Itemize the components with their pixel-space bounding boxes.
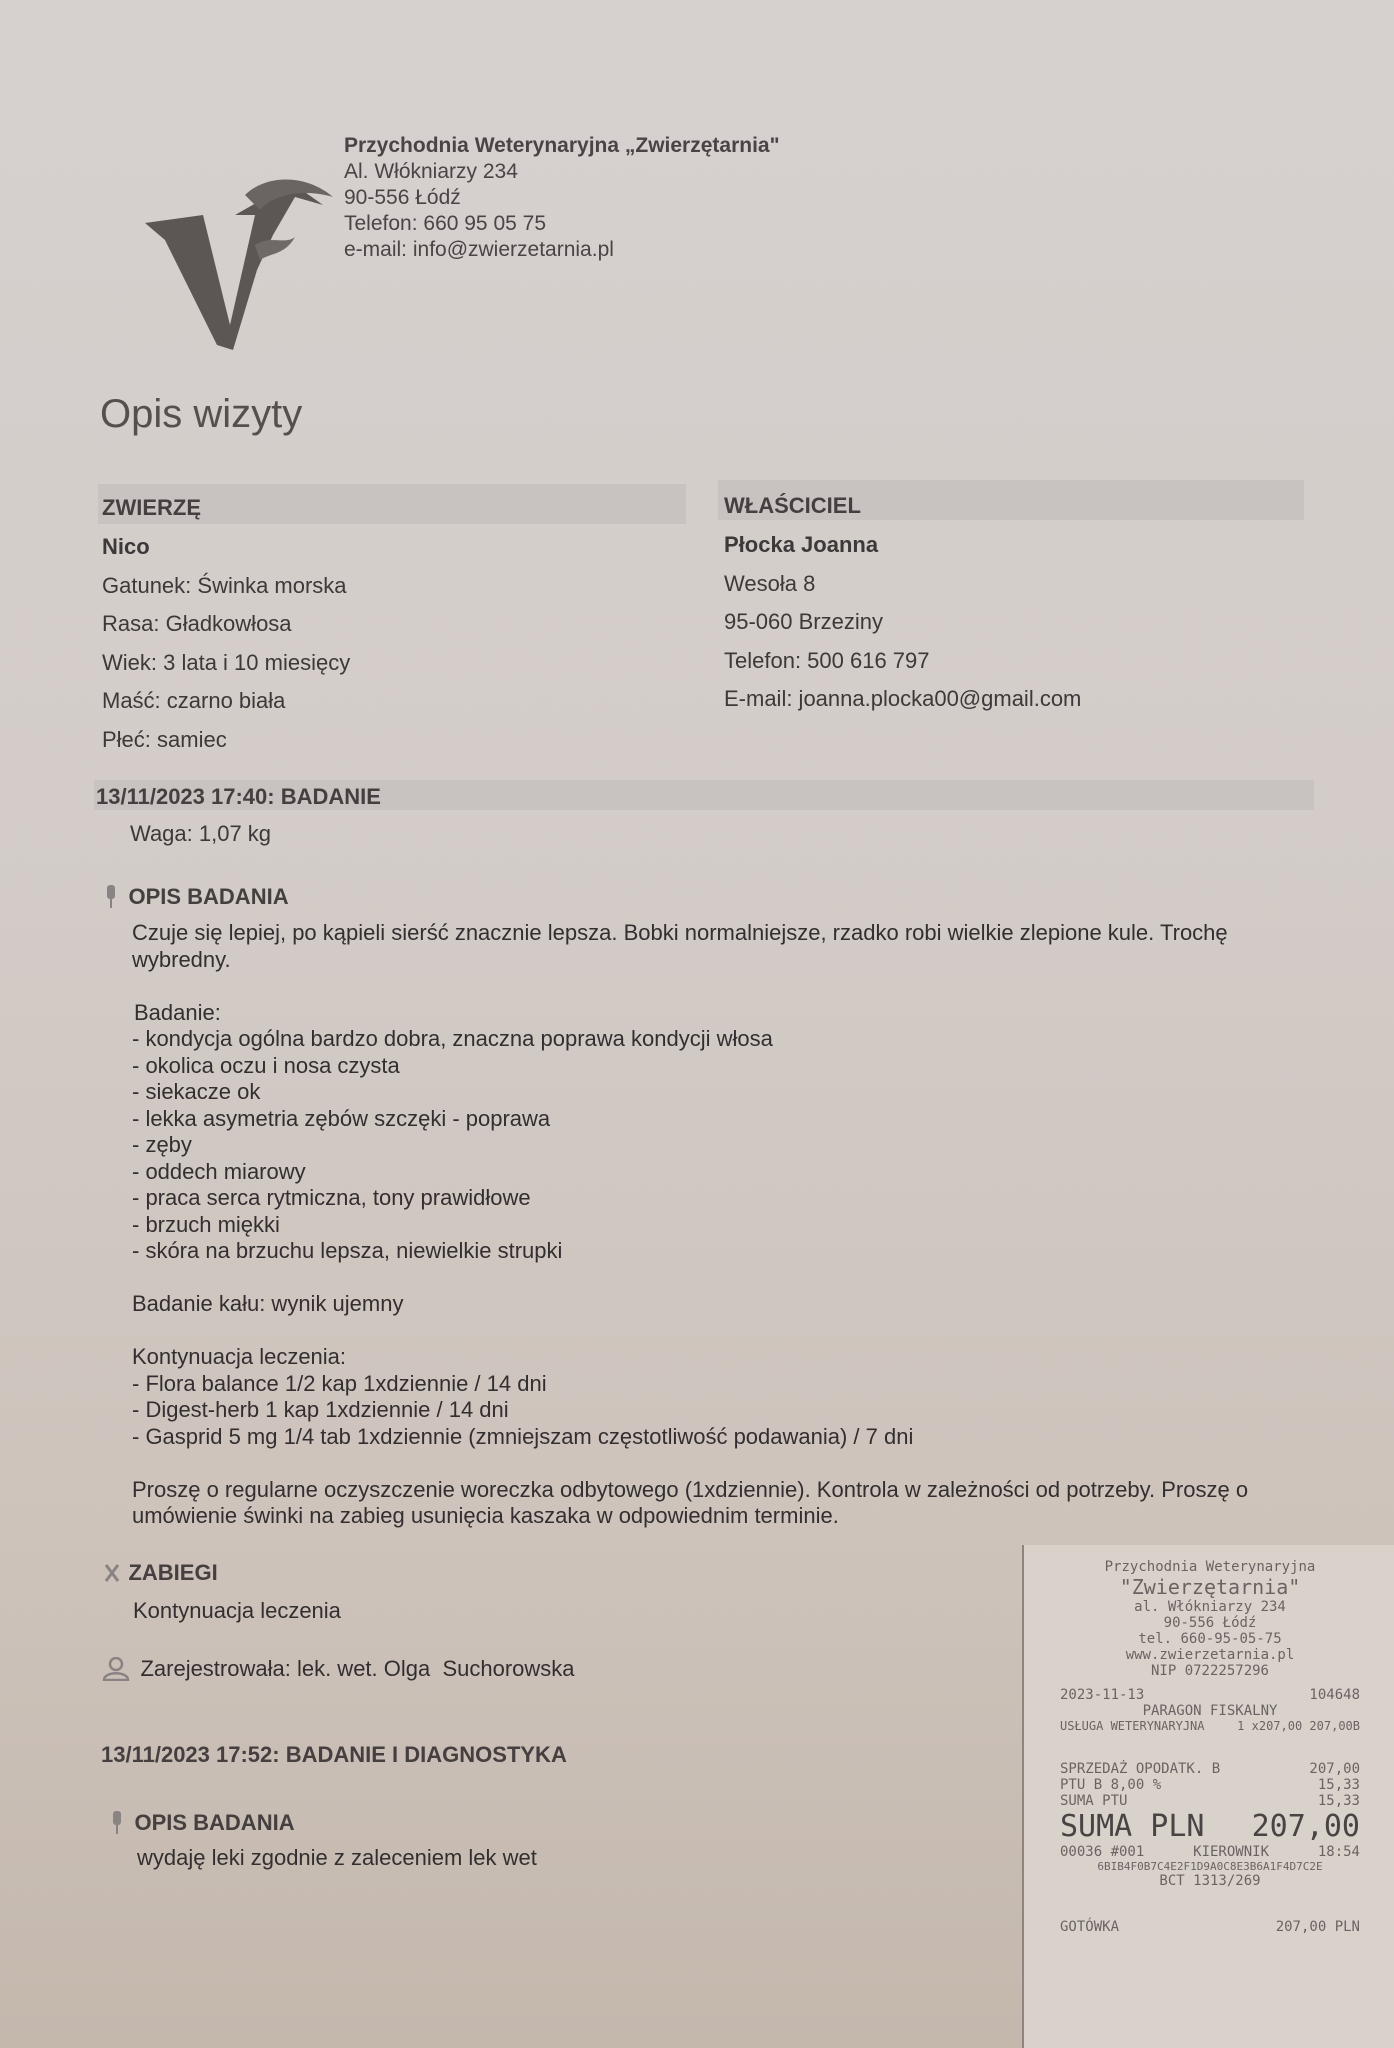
visit1-desc-heading: OPIS BADANIA bbox=[128, 884, 289, 909]
page-title: Opis wizyty bbox=[100, 392, 303, 436]
treatment-item: - Gasprid 5 mg 1/4 tab 1xdziennie (zmniejszam częstotliwość podawania) / 7 dni bbox=[132, 1423, 914, 1449]
treatment-item: - Digest-herb 1 kap 1xdziennie / 14 dni bbox=[132, 1397, 509, 1422]
owner-heading: WŁAŚCICIEL bbox=[724, 493, 861, 518]
exam-item: - siekacze ok bbox=[132, 1079, 261, 1104]
receipt-bct: BCT 1313/269 bbox=[1159, 1873, 1261, 1889]
visit1-treatment-title: Kontynuacja leczenia: bbox=[132, 1344, 347, 1369]
receipt-payment-value: 207,00 PLN bbox=[1275, 1919, 1360, 1935]
receipt-sum-ptu-label: SUMA PTU bbox=[1060, 1793, 1128, 1809]
receipt-line: "Zwierzętarnia" bbox=[1119, 1575, 1301, 1599]
exam-item: - skóra na brzuchu lepsza, niewielkie strupki bbox=[132, 1238, 563, 1263]
receipt-sale-value: 207,00 bbox=[1309, 1761, 1360, 1777]
clinic-city: 90-556 Łódź bbox=[344, 186, 461, 209]
receipt-line: Przychodnia Weterynaryjna bbox=[1104, 1559, 1316, 1575]
animal-breed: Rasa: Gładkowłosa bbox=[102, 611, 292, 636]
animal-section bbox=[102, 488, 350, 759]
clinic-header bbox=[344, 133, 780, 263]
clinic-address: Al. Włókniarzy 234 bbox=[344, 160, 518, 183]
exam-item: - oddech miarowy bbox=[132, 1158, 306, 1184]
animal-age: Wiek: 3 lata i 10 miesięcy bbox=[102, 649, 351, 675]
receipt-cashier-no: 00036 #001 bbox=[1060, 1844, 1145, 1860]
animal-heading: ZWIERZĘ bbox=[102, 495, 201, 520]
visit1-desc-header bbox=[104, 884, 289, 914]
procedures-heading: ZABIEGI bbox=[128, 1560, 218, 1585]
receipt-sum-ptu-value: 15,33 bbox=[1317, 1793, 1360, 1809]
animal-species: Gatunek: Świnka morska bbox=[102, 572, 347, 598]
receipt-total-label: SUMA PLN bbox=[1060, 1809, 1205, 1844]
animal-color: Maść: czarno biała bbox=[102, 688, 286, 713]
pin-icon bbox=[104, 885, 118, 914]
visit2-desc-header bbox=[110, 1810, 295, 1840]
owner-section bbox=[724, 486, 1081, 719]
receipt-type: PARAGON FISKALNY bbox=[1142, 1703, 1278, 1719]
clinic-email: e-mail: info@zwierzetarnia.pl bbox=[344, 238, 614, 261]
visit1-heading: 13/11/2023 17:40: BADANIE bbox=[96, 784, 381, 809]
procedures-text: Kontynuacja leczenia bbox=[133, 1598, 341, 1623]
clinic-logo bbox=[145, 175, 335, 350]
receipt-ptu-label: PTU B 8,00 % bbox=[1060, 1777, 1162, 1793]
registered-by: Zarejestrowała: lek. wet. Olga Suchorowska bbox=[140, 1656, 575, 1681]
receipt-nip: NIP 0722257296 bbox=[1150, 1663, 1269, 1679]
visit2-desc-text: wydaję leki zgodnie z zaleceniem lek wet bbox=[137, 1845, 537, 1870]
exam-item: - brzuch miękki bbox=[132, 1211, 280, 1237]
visit1-closing: Proszę o regularne oczyszczenie woreczka odbytowego (1xdziennie). Kontrola w zależności od potrzeby. Proszę o umówienie świnki na zabieg usunięcia kaszaka w odpowiednim terminie. bbox=[132, 1476, 1249, 1528]
owner-name: Płocka Joanna bbox=[724, 532, 879, 557]
receipt-ptu-value: 15,33 bbox=[1317, 1777, 1360, 1793]
animal-name: Nico bbox=[102, 534, 150, 559]
exam-item: - praca serca rytmiczna, tony prawidłowe bbox=[132, 1185, 531, 1210]
receipt-payment-label: GOTÓWKA bbox=[1060, 1919, 1120, 1935]
receipt-line: www.zwierzetarnia.pl bbox=[1125, 1647, 1295, 1663]
owner-city: 95-060 Brzeziny bbox=[724, 609, 883, 634]
procedures-header bbox=[104, 1560, 218, 1588]
fiscal-receipt bbox=[1022, 1545, 1394, 2048]
animal-sex: Płeć: samiec bbox=[102, 726, 227, 752]
exam-item: - okolica oczu i nosa czysta bbox=[132, 1052, 400, 1078]
clinic-phone: Telefon: 660 95 05 75 bbox=[344, 212, 547, 235]
receipt-doc-no: 104648 bbox=[1309, 1687, 1360, 1703]
visit2-heading: 13/11/2023 17:52: BADANIE I DIAGNOSTYKA bbox=[101, 1742, 567, 1767]
owner-phone: Telefon: 500 616 797 bbox=[724, 647, 930, 673]
visit1-exam-title: Badanie: bbox=[134, 999, 221, 1025]
owner-street: Wesoła 8 bbox=[724, 570, 816, 596]
receipt-line: tel. 660-95-05-75 bbox=[1138, 1631, 1282, 1647]
receipt-total-value: 207,00 bbox=[1251, 1809, 1360, 1844]
treatment-item: - Flora balance 1/2 kap 1xdziennie / 14 dni bbox=[132, 1370, 547, 1396]
receipt-cashier: KIEROWNIK bbox=[1193, 1844, 1269, 1860]
receipt-date: 2023-11-13 bbox=[1060, 1687, 1145, 1703]
visit1-desc-body bbox=[132, 920, 1322, 1530]
exam-item: - zęby bbox=[132, 1132, 192, 1157]
receipt-line: 90-556 Łódź bbox=[1163, 1615, 1257, 1631]
visit1-stool: Badanie kału: wynik ujemny bbox=[132, 1291, 404, 1316]
receipt-item-amount: 1 x207,00 207,00B bbox=[1237, 1719, 1360, 1733]
visit2-desc-heading: OPIS BADANIA bbox=[134, 1810, 295, 1835]
receipt-code: 6BIB4F0B7C4E2F1D9A0C8E3B6A1F4D7C2E bbox=[1097, 1860, 1323, 1873]
pin-icon bbox=[110, 1811, 124, 1840]
clinic-name: Przychodnia Weterynaryjna „Zwierzętarnia" bbox=[344, 134, 780, 157]
receipt-line: al. Włókniarzy 234 bbox=[1134, 1599, 1286, 1615]
receipt-time: 18:54 bbox=[1317, 1844, 1360, 1860]
exam-item: - kondycja ogólna bardzo dobra, znaczna poprawa kondycji włosa bbox=[132, 1026, 773, 1051]
registered-row bbox=[102, 1656, 575, 1686]
scissors-icon bbox=[104, 1563, 120, 1588]
visit1-intro: Czuje się lepiej, po kąpieli sierść znacznie lepsza. Bobki normalniejsze, rzadko robi wielkie zlepione kule. Trochę wybredny. bbox=[132, 920, 1228, 972]
receipt-item: USŁUGA WETERYNARYJNA bbox=[1060, 1719, 1205, 1733]
owner-email: E-mail: joanna.plocka00@gmail.com bbox=[724, 686, 1082, 711]
user-icon bbox=[102, 1657, 130, 1686]
exam-item: - lekka asymetria zębów szczęki - poprawa bbox=[132, 1105, 551, 1131]
visit1-weight: Waga: 1,07 kg bbox=[130, 821, 272, 846]
receipt-sale-label: SPRZEDAŻ OPODATK. B bbox=[1060, 1761, 1221, 1777]
